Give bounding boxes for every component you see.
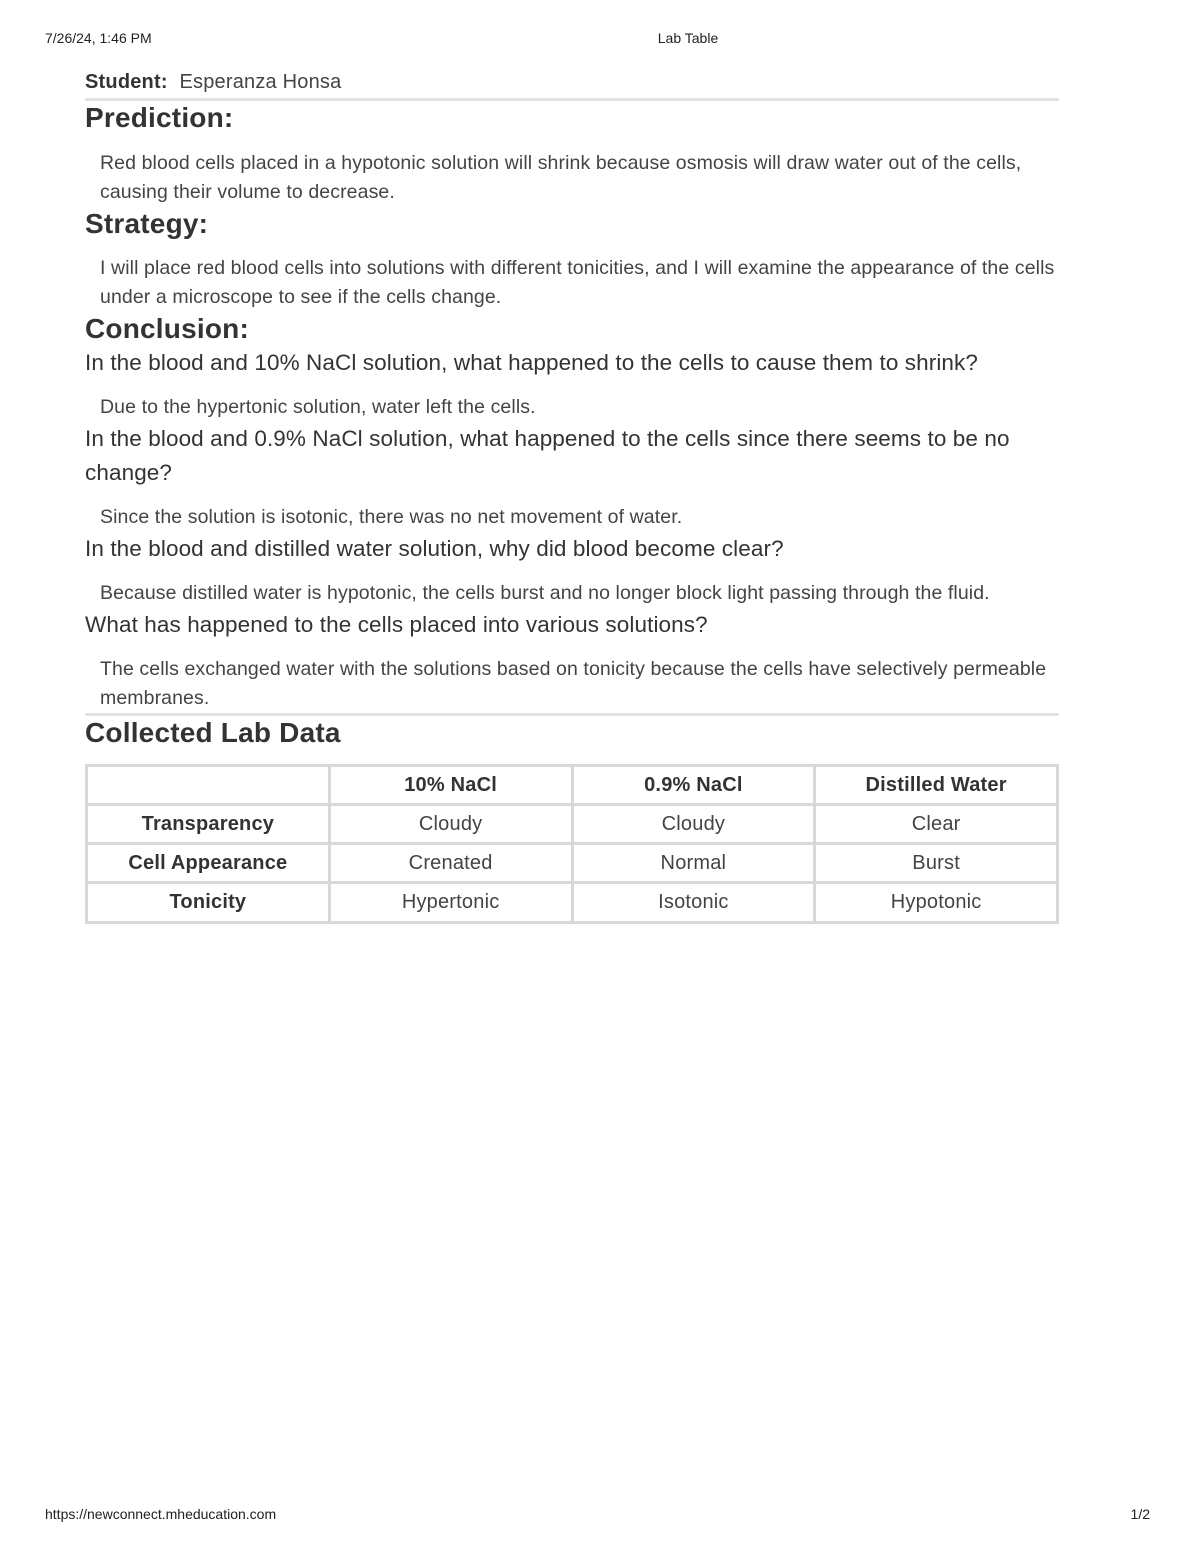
table-header-row bbox=[87, 766, 1058, 805]
strategy-title: Strategy: bbox=[85, 208, 209, 239]
table-cell: Hypertonic bbox=[329, 883, 572, 923]
lab-data-table bbox=[85, 764, 1059, 924]
table-cell: Hypotonic bbox=[815, 883, 1058, 923]
page-url[interactable]: https://newconnect.mheducation.com bbox=[45, 1506, 277, 1522]
row-header: Tonicity bbox=[87, 883, 330, 923]
column-header: 10% NaCl bbox=[329, 766, 572, 805]
row-header: Transparency bbox=[87, 805, 330, 844]
column-header: 0.9% NaCl bbox=[572, 766, 815, 805]
table-cell: Cloudy bbox=[329, 805, 572, 844]
student-name: Esperanza Honsa bbox=[179, 71, 342, 93]
row-header: Cell Appearance bbox=[87, 844, 330, 883]
conclusion-question-3: In the blood and distilled water solution, why did blood become clear? bbox=[85, 536, 784, 561]
lab-report bbox=[85, 66, 1059, 924]
lab-data-title: Collected Lab Data bbox=[85, 717, 341, 748]
print-header bbox=[0, 30, 1200, 50]
conclusion-question-2: In the blood and 0.9% NaCl solution, what happened to the cells since there seems to be no change? bbox=[85, 426, 1010, 485]
table-row bbox=[87, 805, 1058, 844]
table-cell: Normal bbox=[572, 844, 815, 883]
conclusion-answer-2: Since the solution is isotonic, there was no net movement of water. bbox=[100, 506, 683, 528]
table-cell: Isotonic bbox=[572, 883, 815, 923]
conclusion-answer-4: The cells exchanged water with the solutions based on tonicity because the cells have selectively permeable membranes. bbox=[100, 658, 1047, 709]
table-row bbox=[87, 883, 1058, 923]
conclusion-answer-3: Because distilled water is hypotonic, the cells burst and no longer block light passing through the fluid. bbox=[100, 582, 990, 604]
student-line bbox=[85, 66, 1059, 98]
conclusion-title: Conclusion: bbox=[85, 313, 249, 344]
conclusion-question-1: In the blood and 10% NaCl solution, what happened to the cells to cause them to shrink? bbox=[85, 350, 979, 375]
conclusion-question-4: What has happened to the cells placed into various solutions? bbox=[85, 612, 708, 637]
print-footer bbox=[0, 1506, 1200, 1526]
page-number: 1/2 bbox=[1130, 1506, 1150, 1522]
prediction-text: Red blood cells placed in a hypotonic solution will shrink because osmosis will draw water out of the cells, causing their volume to decrease. bbox=[100, 152, 1022, 203]
student-label: Student: bbox=[85, 71, 168, 93]
table-cell: Burst bbox=[815, 844, 1058, 883]
table-cell: Crenated bbox=[329, 844, 572, 883]
column-header: Distilled Water bbox=[815, 766, 1058, 805]
print-title: Lab Table bbox=[657, 30, 719, 46]
print-datetime: 7/26/24, 1:46 PM bbox=[45, 30, 152, 46]
table-cell: Cloudy bbox=[572, 805, 815, 844]
column-header bbox=[87, 766, 330, 805]
conclusion-answer-1: Due to the hypertonic solution, water left the cells. bbox=[100, 396, 536, 418]
table-cell: Clear bbox=[815, 805, 1058, 844]
prediction-title: Prediction: bbox=[85, 102, 234, 133]
strategy-text: I will place red blood cells into solutions with different tonicities, and I will examine the appearance of the cells under a microscope to see if the cells change. bbox=[100, 257, 1055, 308]
table-row bbox=[87, 844, 1058, 883]
